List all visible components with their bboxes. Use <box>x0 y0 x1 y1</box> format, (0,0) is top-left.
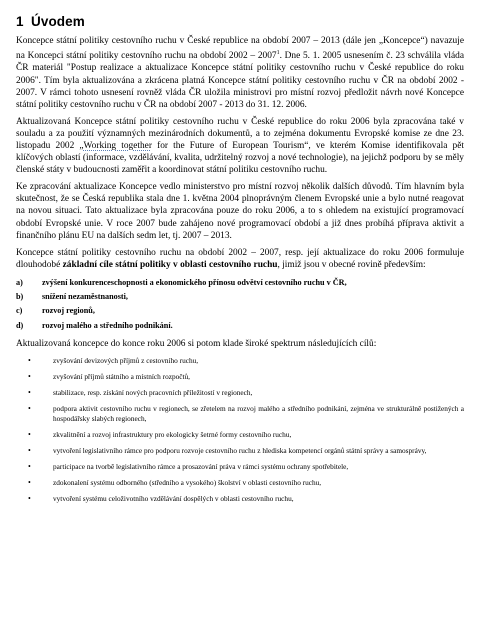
bullet-icon: • <box>28 371 31 381</box>
bullet-icon: • <box>28 462 31 472</box>
goal-marker: c) <box>16 306 23 316</box>
goal-text: rozvoj regionů, <box>42 306 95 316</box>
goal-text: snížení nezaměstnanosti, <box>42 292 128 302</box>
list-item-text: podpora aktivit cestovního ruchu v regionech, se zřetelem na rozvoj malého a středního podnikání, zejména ve strukturálně postižených a hospodářsky slabých regionech, <box>53 403 464 424</box>
list-item-text: participace na tvorbě legislativního rámce a prosazování práva v rámci systému ochrany spotřebitele, <box>53 462 349 472</box>
paragraph-3: Ke zpracování aktualizace Koncepce vedlo ministerstvo pro místní rozvoj několik dalších důvodů. Tím hlavním byla skutečnost, že se Česká republika stala dne 1. května 2004 plnoprávným členem Evropské unie a bylo nutné reagovat na novou situaci. Tato aktualizace byla zpracována pouze do roku 2006, a to s ohledem na existující programovací období Evropské unie. V roce 2007 bude zahájeno nové programovací období a již dnes probíhá příprava aktivit a finančního plánu EU na dalších sedm let, tj. 2007 – 2013. <box>16 182 464 241</box>
paragraph-2 <box>16 116 464 176</box>
bullet-icon: • <box>28 430 31 440</box>
section-heading <box>16 16 464 28</box>
list-item-text: vytvoření legislativního rámce pro podporu rozvoje cestovního ruchu z hlediska kompetencí orgánů státní správy a samosprávy, <box>53 446 427 456</box>
list-item <box>16 478 464 489</box>
bullet-icon: • <box>28 355 31 365</box>
goal-marker: d) <box>16 320 24 330</box>
list-item-text: zkvalitnění a rozvoj infrastruktury pro ekologicky šetrné formy cestovního ruchu, <box>53 430 292 440</box>
goal-item <box>16 304 464 318</box>
list-item <box>16 372 464 383</box>
section-number: 1 <box>16 14 24 29</box>
list-item <box>16 356 464 367</box>
paragraph-4-text-b: , jimiž jsou v obecné rovině především: <box>277 259 426 270</box>
section-title: Úvodem <box>31 14 85 29</box>
list-item-text: vytvoření systému celoživotního vzdělávání dospělých v oblasti cestovního ruchu, <box>53 493 294 503</box>
paragraph-5: Aktualizovaná koncepce do konce roku 2006 si potom klade široké spektrum následujících cílů: <box>16 338 377 349</box>
paragraph-2-text-a: Aktualizovaná Koncepce státní politiky cestovního ruchu v České republice do roku 2006 byla zpracována také v souladu a za použití významných mezinárodních dokumentů, a to zejména dokumentu Evropské komise ze dne 23. listopadu 2002 „ <box>16 116 464 151</box>
bullet-icon: • <box>28 403 31 413</box>
paragraph-4-text-a: Koncepce státní politiky cestovního ruchu na období 2002 – 2007, resp. její aktualizace do roku 2006 formuluje dlouhodobé <box>16 247 464 270</box>
paragraph-4 <box>16 247 464 271</box>
goal-item <box>16 276 464 290</box>
paragraph-2-text-b: for the Future of European Tourism“, ve kterém Komise identifikovala pět klíčových oblastí (informace, vzdělávání, kvalita, udržitelný rozvoj a nové technologie), na jejichž podporu by se měly členské státy v budoucnosti zaměřit a koordinovat státní politiku cestovního ruchu. <box>16 140 464 176</box>
list-item <box>16 446 464 457</box>
list-item-text: zvyšování devizových příjmů z cestovního ruchu, <box>53 355 199 365</box>
objectives-list <box>16 356 464 505</box>
paragraph-4-bold: základní cíle státní politiky v oblasti cestovního ruchu <box>62 259 278 270</box>
list-item-text: zdokonalení systému odborného (středního a vysokého) školství v oblasti cestovního ruchu, <box>53 478 322 488</box>
list-item <box>16 404 464 426</box>
bullet-icon: • <box>28 387 31 397</box>
bullet-icon: • <box>28 493 31 503</box>
goal-marker: a) <box>16 277 23 287</box>
goals-list <box>16 276 464 333</box>
goal-text: rozvoj malého a středního podnikání. <box>42 320 173 330</box>
list-item <box>16 430 464 441</box>
spellcheck-marked-phrase: Working together <box>83 140 152 151</box>
list-item <box>16 462 464 473</box>
goal-marker: b) <box>16 292 24 302</box>
bullet-icon: • <box>28 478 31 488</box>
bullet-icon: • <box>28 446 31 456</box>
list-item-text: zvyšování příjmů státního a místních rozpočtů, <box>53 371 190 381</box>
paragraph-1 <box>16 35 464 111</box>
paragraph-1-text-a: Koncepce státní politiky cestovního ruchu v České republice na období 2007 – 2013 (dále jen „Koncepce“) navazuje na Koncepci státní politiky cestovního ruchu na období 2002 – 2007 <box>16 36 464 62</box>
list-item <box>16 494 464 505</box>
goal-text: zvýšení konkurenceschopnosti a ekonomického přínosu odvětví cestovního ruchu v ČR, <box>42 277 347 287</box>
paragraph-1-text-b: . Dne 5. 1. 2005 usnesením č. 23 schválila vláda ČR materiál "Postup realizace a aktualizace Koncepce státní politiky cestovního ruchu v České republice do roku 2006". Tím byla aktualizována a zkrácena platná Koncepce státní politiky cestovního ruchu v ČR na období 2002 - 2007. V rámci tohoto usnesení rovněž vláda ČR uložila ministrovi pro místní rozvoj předložit návrh nové Koncepce státní politiky cestovního ruchu v ČR na období 2007 - 2013 do 31. 12. 2006. <box>16 51 464 110</box>
goal-item <box>16 319 464 333</box>
footnote-marker[interactable]: 1 <box>276 50 280 57</box>
list-item <box>16 388 464 399</box>
goal-item <box>16 290 464 304</box>
list-item-text: stabilizace, resp. získání nových pracovních příležitostí v regionech, <box>53 387 253 397</box>
